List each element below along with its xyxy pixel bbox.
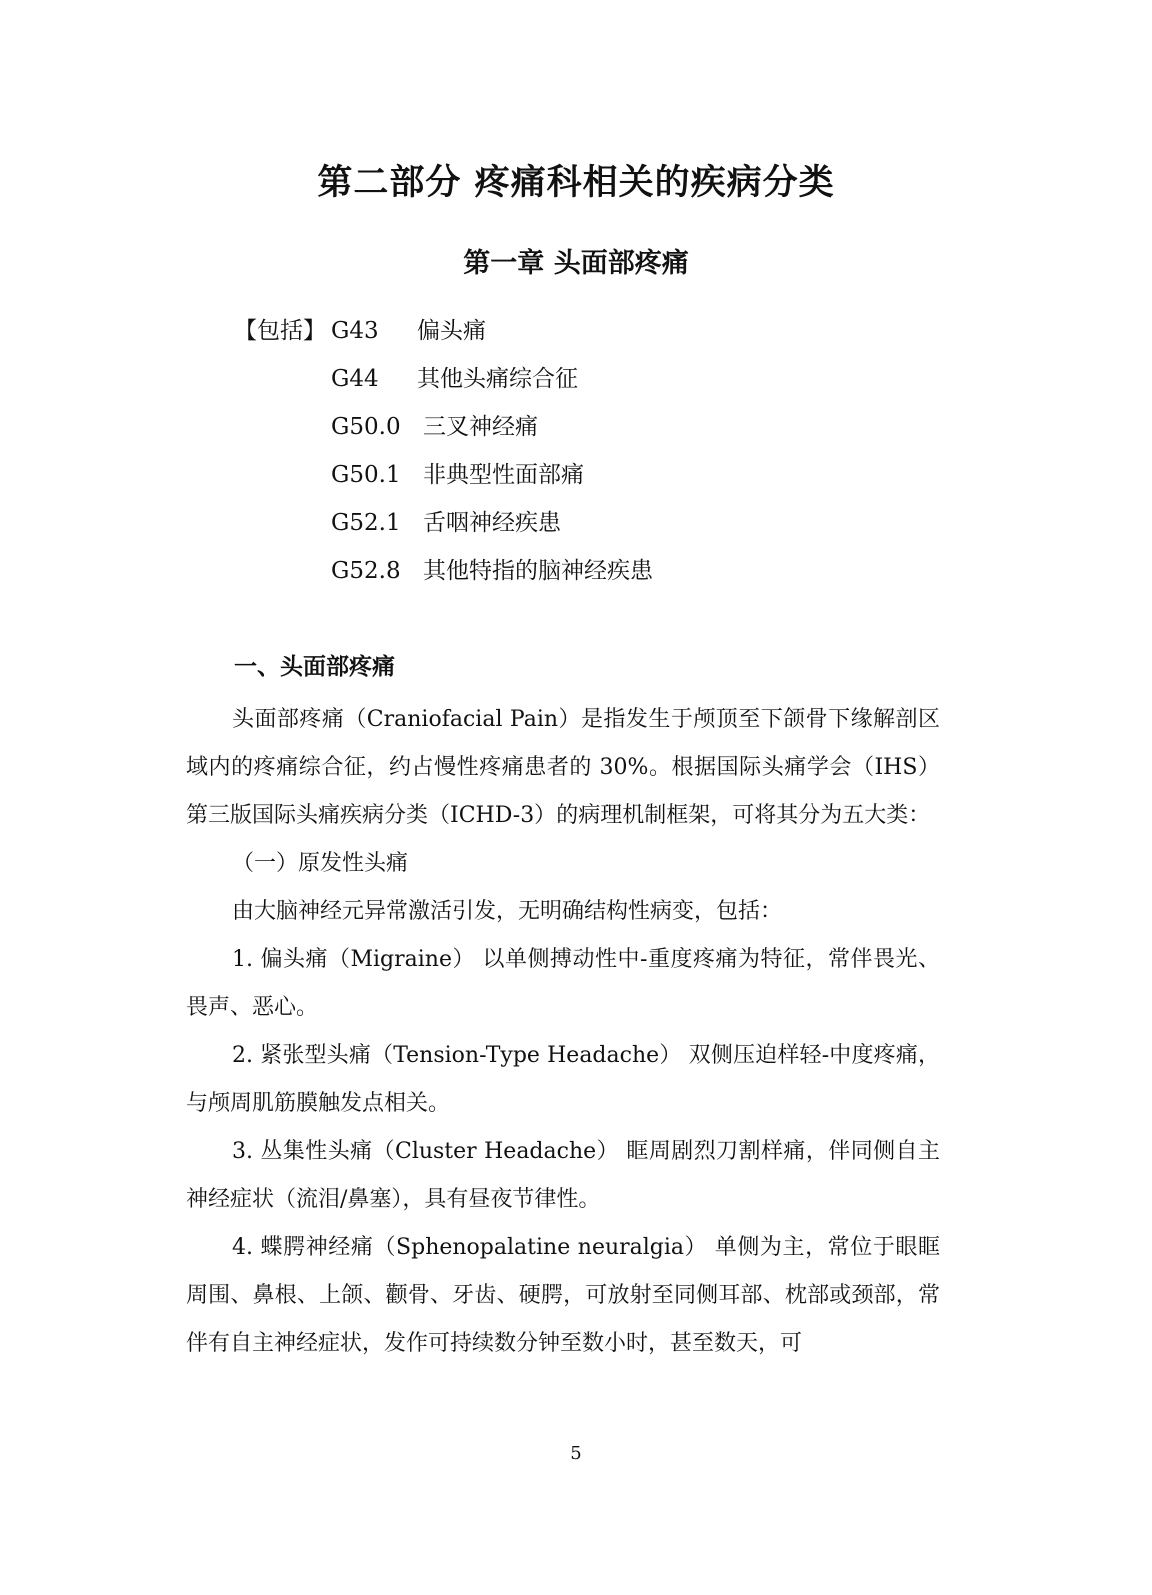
icd-code: G50.1 <box>331 462 401 488</box>
subsection-heading: （一）原发性头痛 <box>232 851 409 876</box>
disease-name: 其他头痛综合征 <box>417 366 578 392</box>
icd-code: G52.8 <box>331 558 401 584</box>
paragraph: 由大脑神经元异常激活引发，无明确结构性病变，包括： <box>232 899 783 924</box>
disease-name: 非典型性面部痛 <box>423 462 584 488</box>
disease-name: 三叉神经痛 <box>423 414 538 440</box>
list-item: 2. 紧张型头痛（Tension-Type Headache） 双侧压迫样轻-中度疼痛，与颅周肌筋膜触发点相关。 <box>186 1043 940 1116</box>
disease-name: 舌咽神经疾患 <box>423 510 561 536</box>
list-item: 3. 丛集性头痛（Cluster Headache） 眶周剧烈刀割样痛，伴同侧自主神经症状（流泪/鼻塞），具有昼夜节律性。 <box>186 1139 940 1212</box>
icd-code: G50.0 <box>331 414 401 440</box>
icd-code: G43 <box>331 318 379 344</box>
body-text <box>186 696 940 1368</box>
list-item: 4. 蝶腭神经痛（Sphenopalatine neuralgia） 单侧为主，常位于眼眶周围、鼻根、上颌、颧骨、牙齿、硬腭，可放射至同侧耳部、枕部或颈部，常伴有自主神经症状，发作可持续数分钟至数小时，甚至数天，可 <box>186 1235 940 1356</box>
icd-code: G52.1 <box>331 510 401 536</box>
disease-name: 其他特指的脑神经疾患 <box>423 558 653 584</box>
section-heading: 一、头面部疼痛 <box>234 654 395 680</box>
page-title: 第二部分 疼痛科相关的疾病分类 <box>317 163 835 203</box>
page-number: 5 <box>570 1443 582 1464</box>
chapter-title: 第一章 头面部疼痛 <box>463 248 689 279</box>
disease-name: 偏头痛 <box>417 318 486 344</box>
list-item: 1. 偏头痛（Migraine） 以单侧搏动性中-重度疼痛为特征，常伴畏光、畏声、恶心。 <box>186 947 940 1020</box>
paragraph-intro: 头面部疼痛（Craniofacial Pain）是指发生于颅顶至下颌骨下缘解剖区域内的疼痛综合征，约占慢性疼痛患者的 30%。根据国际头痛学会（IHS）第三版国际头痛疾病分类（ICHD-3）的病理机制框架，可将其分为五大类： <box>186 707 940 828</box>
icd-code: G44 <box>331 366 379 392</box>
includes-label: 【包括】 <box>234 318 326 344</box>
